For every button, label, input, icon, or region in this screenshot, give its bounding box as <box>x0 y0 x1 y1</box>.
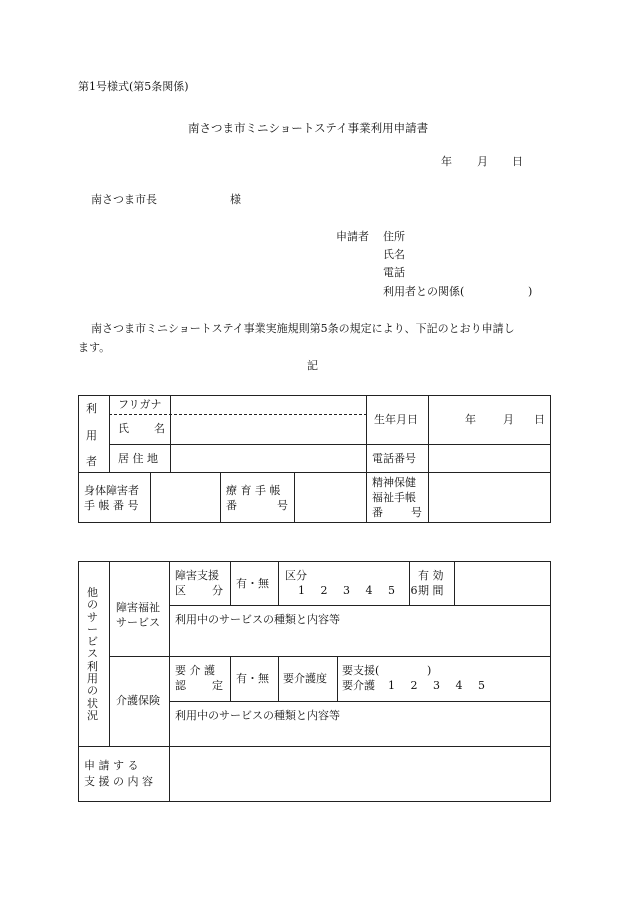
name-label-a: 氏 <box>118 422 129 435</box>
ryoiku-label-2b: 号 <box>277 499 288 512</box>
addressee-honorific: 様 <box>230 193 241 206</box>
user-char-3: 者 <box>86 455 97 468</box>
user-vertical-label <box>86 403 97 467</box>
mental-health-label-3b: 号 <box>411 506 422 519</box>
user-char-2: 用 <box>86 428 97 442</box>
care-certification-label-2b: 定 <box>212 679 223 692</box>
other-service-char-5: ビ <box>87 635 98 649</box>
other-service-char-1: 他 <box>87 586 98 599</box>
applicant-relation-label: 利用者との関係( <box>383 285 465 298</box>
care-certification-label-2a: 認 <box>175 679 186 692</box>
other-service-char-3: サ <box>87 610 98 624</box>
care-current-services-label: 利用中のサービスの種類と内容等 <box>175 709 340 722</box>
applicant-name-label: 氏名 <box>383 248 405 261</box>
disability-welfare-label-2: サービス <box>116 616 160 629</box>
date-year-label: 年 <box>441 155 452 168</box>
mental-health-label-2: 福祉手帳 <box>372 491 416 504</box>
date-day-label: 日 <box>512 155 523 168</box>
service-status-table <box>78 561 551 802</box>
care-needed-numbers: 1 2 3 4 5 <box>388 679 491 692</box>
user-char-1: 利 <box>86 402 97 415</box>
birth-year-label: 年 <box>465 413 476 426</box>
support-category-label-1: 障害支援 <box>175 569 219 582</box>
applicant-address-label: 住所 <box>383 230 405 243</box>
mental-health-label-3a: 番 <box>372 506 383 519</box>
applicant-relation-close: ) <box>528 285 533 298</box>
other-service-char-4: ー <box>87 622 98 636</box>
disability-welfare-label-1: 障害福祉 <box>116 601 160 614</box>
support-needed-close: ) <box>427 664 432 677</box>
category-label: 区分 <box>285 569 307 582</box>
mental-health-label-1: 精神保健 <box>372 476 416 489</box>
other-service-char-11: 況 <box>87 708 98 722</box>
ryoiku-label-1: 療 育 手 帳 <box>226 484 281 497</box>
other-service-char-6: ス <box>87 647 98 661</box>
category-numbers: 1 2 3 4 5 6 <box>298 584 424 597</box>
page-title: 南さつま市ミニショートステイ事業利用申請書 <box>188 121 429 135</box>
validity-label-1: 有 効 <box>418 569 444 582</box>
support-needed-label: 要支援( <box>342 664 380 677</box>
request-label-1: 申 請 す る <box>84 759 139 772</box>
validity-label-2: 期 間 <box>418 584 444 597</box>
disability-current-services-label: 利用中のサービスの種類と内容等 <box>175 613 340 626</box>
other-service-char-8: 用 <box>87 672 98 686</box>
ki-label: 記 <box>307 359 318 372</box>
care-yes-no: 有・無 <box>236 672 269 685</box>
applicant-label: 申請者 <box>336 230 369 243</box>
furigana-label: フリガナ <box>118 398 162 411</box>
birth-month-label: 月 <box>503 413 514 426</box>
name-label-b: 名 <box>154 422 165 435</box>
body-line-2: ます。 <box>78 341 111 354</box>
ryoiku-label-2a: 番 <box>226 499 237 512</box>
birthdate-label: 生年月日 <box>374 413 418 426</box>
physical-disability-label-2: 手 帳 番 号 <box>84 499 139 512</box>
request-label-2: 支 援 の 内 容 <box>84 775 153 788</box>
residence-label: 居 住 地 <box>118 452 158 465</box>
care-needed-label: 要介護 <box>342 679 375 692</box>
other-service-char-7: 利 <box>87 659 98 673</box>
phone-number-label: 電話番号 <box>372 452 416 465</box>
other-service-vertical-label <box>87 587 98 721</box>
other-service-char-2: の <box>87 598 98 612</box>
other-service-char-10: 状 <box>87 696 98 710</box>
form-number: 第1号様式(第5条関係) <box>78 80 189 93</box>
care-insurance-label: 介護保険 <box>116 694 160 707</box>
care-certification-label-1: 要 介 護 <box>175 664 215 677</box>
care-level-label: 要介護度 <box>283 672 327 685</box>
birth-day-label: 日 <box>534 413 545 426</box>
body-line-1: 南さつま市ミニショートステイ事業実施規則第5条の規定により、下記のとおり申請し <box>91 322 515 335</box>
other-service-char-9: の <box>87 684 98 698</box>
date-month-label: 月 <box>477 155 488 168</box>
support-category-label-2b: 分 <box>212 584 223 597</box>
support-category-label-2a: 区 <box>175 584 186 597</box>
user-info-table <box>78 395 551 523</box>
physical-disability-label-1: 身体障害者 <box>84 484 139 497</box>
disability-yes-no: 有・無 <box>236 577 269 590</box>
addressee: 南さつま市長 <box>91 193 157 206</box>
applicant-phone-label: 電話 <box>383 266 405 279</box>
